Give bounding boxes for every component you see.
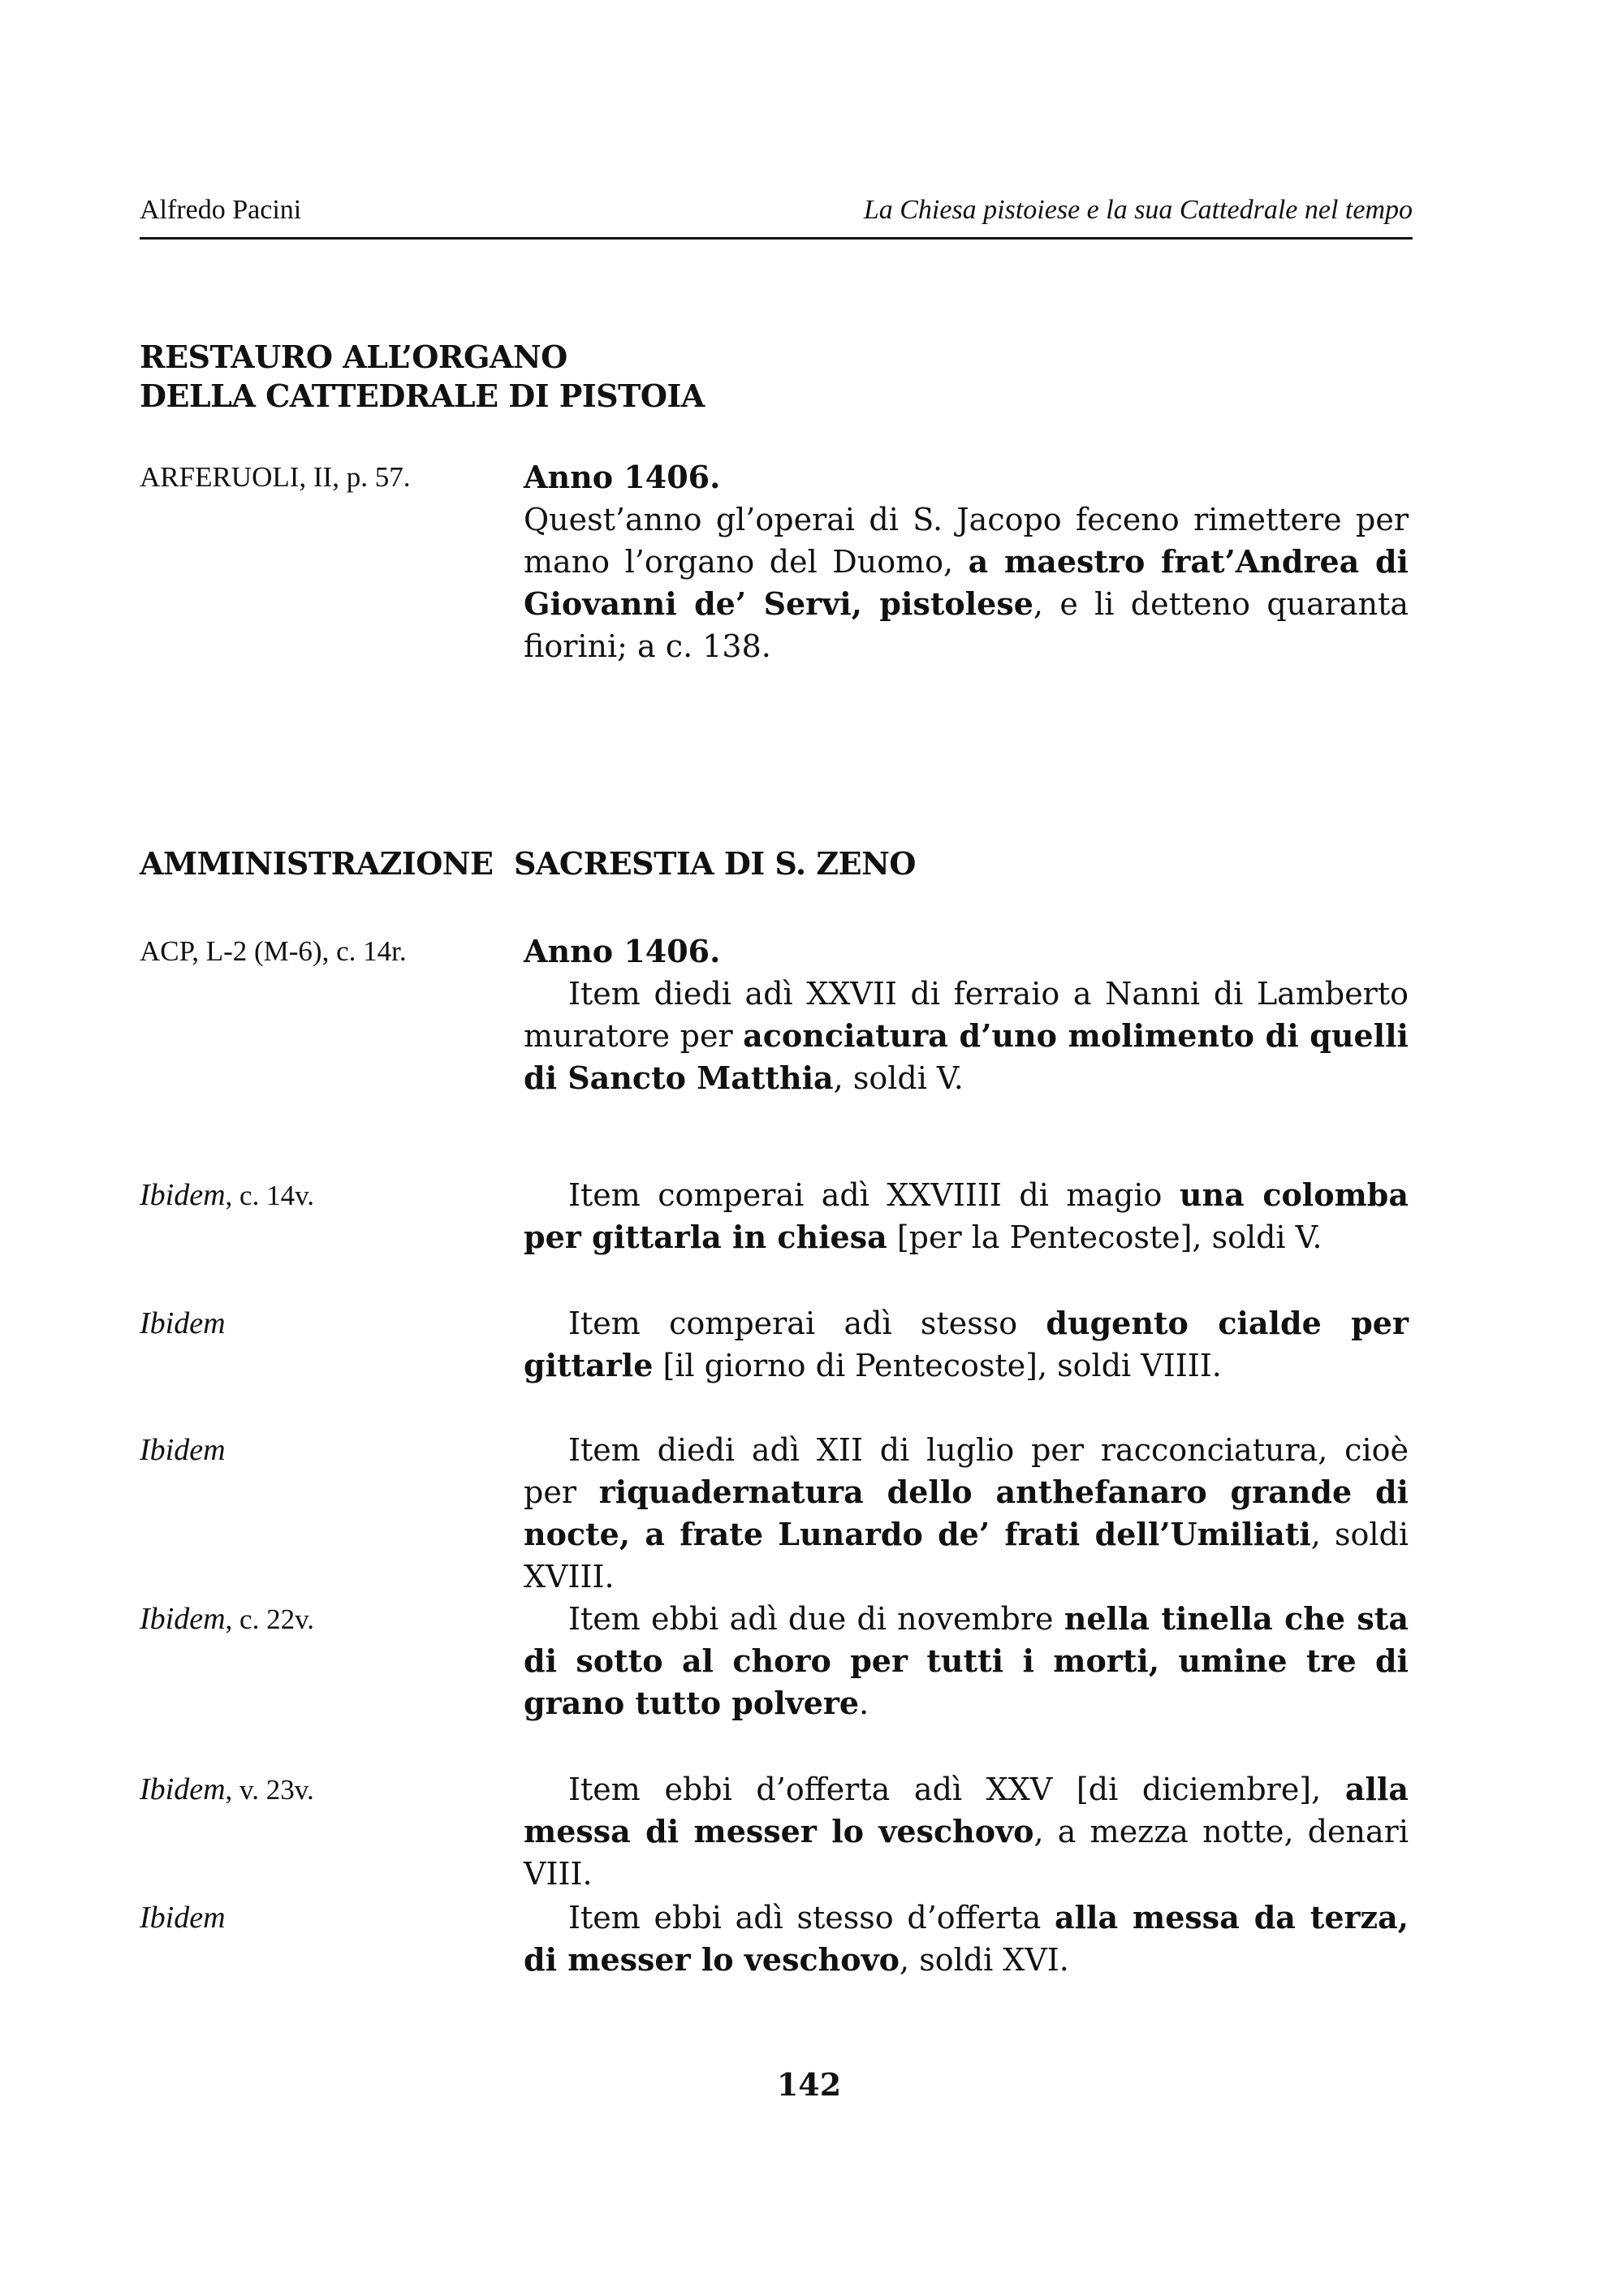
source-reference xyxy=(140,1768,314,1811)
text-segment: Item ebbi d’offerta adì XXV [di diciembre], xyxy=(568,1772,1345,1807)
entry-paragraph xyxy=(524,1174,1409,1258)
text-segment-bold: alla messa da terza, di messer lo veschovo xyxy=(524,1899,1409,1978)
entry-paragraph xyxy=(524,1302,1409,1387)
section-title-line: DELLA CATTEDRALE DI PISTOIA xyxy=(140,378,705,414)
text-segment: Item diedi adì XII di luglio per racconciatura, cioè per xyxy=(524,1432,1409,1510)
text-segment: . xyxy=(859,1685,869,1721)
source-reference xyxy=(140,1598,314,1641)
page-number: 142 xyxy=(776,2066,842,2103)
entry-paragraph xyxy=(524,1768,1409,1895)
text-segment: , soldi XVI. xyxy=(900,1942,1069,1978)
text-segment: Item ebbi adì stesso d’offerta xyxy=(568,1900,1055,1936)
text-segment-bold: dugento cialde per gittarle xyxy=(524,1305,1409,1383)
text-segment: Item comperai adì XXVIIII di magio xyxy=(568,1177,1180,1213)
ibidem-label: Ibidem xyxy=(140,1306,226,1340)
entry-paragraph xyxy=(524,498,1409,667)
text-segment: [per la Pentecoste], soldi V. xyxy=(887,1219,1322,1255)
text-segment: , soldi V. xyxy=(833,1060,964,1096)
section-title-restauro xyxy=(140,338,705,416)
header-rule xyxy=(140,237,1413,240)
entry-year: Anno 1406. xyxy=(524,459,721,495)
source-reference xyxy=(140,1897,226,1940)
source-reference: ACP, L-2 (M-6), c. 14r. xyxy=(140,935,407,967)
ibidem-label: Ibidem xyxy=(140,1602,226,1636)
entry-paragraph xyxy=(524,1429,1409,1598)
text-segment-bold: riquadernatura dello anthefanaro grande di nocte, a frate Lunardo de’ frati dell’Umiliati xyxy=(524,1474,1409,1552)
entry-paragraph xyxy=(524,973,1409,1099)
source-reference xyxy=(140,1174,314,1217)
text-segment-bold: a maestro frat’Andrea di Giovanni de’ Servi, pistolese xyxy=(524,543,1409,622)
entry-text xyxy=(524,456,1409,667)
entry-text xyxy=(524,1302,1409,1387)
folio-label: , v. 23v. xyxy=(225,1774,314,1806)
running-head-author: Alfredo Pacini xyxy=(140,195,302,225)
text-segment: Item comperai adì stesso xyxy=(568,1306,1046,1341)
entry-paragraph xyxy=(524,1598,1409,1724)
text-segment: [il giorno di Pentecoste], soldi VIIII. xyxy=(653,1348,1222,1383)
text-segment-bold: una colomba per gittarla in chiesa xyxy=(524,1176,1409,1255)
ibidem-label: Ibidem xyxy=(140,1901,226,1935)
entry-text xyxy=(524,1174,1409,1258)
text-segment: , soldi XVIII. xyxy=(524,1517,1409,1595)
ibidem-label: Ibidem xyxy=(140,1433,226,1467)
text-segment-bold: aconciatura d’uno molimento di quelli di Sancto Matthia xyxy=(524,1017,1409,1096)
entry-text xyxy=(524,930,1409,1099)
text-segment: , a mezza notte, denari VIII. xyxy=(524,1814,1409,1892)
entry-text xyxy=(524,1897,1409,1981)
text-segment-bold: alla messa di messer lo veschovo xyxy=(524,1771,1409,1849)
folio-label: , c. 14v. xyxy=(225,1180,315,1211)
source-reference xyxy=(140,1302,226,1345)
ibidem-label: Ibidem xyxy=(140,1178,226,1212)
text-segment-bold: nella tinella che sta di sotto al choro per tutti i morti, umine tre di grano tutto polvere xyxy=(524,1600,1409,1721)
text-segment: , e li detteno quaranta fiorini; a c. 138. xyxy=(524,586,1409,664)
entry-text xyxy=(524,1598,1409,1724)
ibidem-label: Ibidem xyxy=(140,1772,226,1806)
running-head xyxy=(140,195,1413,235)
entry-year: Anno 1406. xyxy=(524,933,721,969)
text-segment: Item ebbi adì due di novembre xyxy=(568,1601,1064,1637)
text-segment: Item diedi adì XXVII di ferraio a Nanni di Lamberto muratore per xyxy=(524,976,1409,1054)
section-title-amministrazione xyxy=(140,844,916,883)
source-reference: ARFERUOLI, II, p. 57. xyxy=(140,461,411,493)
entry-text xyxy=(524,1429,1409,1598)
text-segment: Quest’anno gl’operai di S. Jacopo feceno rimettere per mano l’organo del Duomo, xyxy=(524,502,1409,580)
section-title-line: RESTAURO ALL’ORGANO xyxy=(140,339,567,375)
entry-text xyxy=(524,1768,1409,1895)
source-reference xyxy=(140,1429,226,1472)
entry-paragraph xyxy=(524,1897,1409,1981)
section-title-line: AMMINISTRAZIONE SACRESTIA DI S. ZENO xyxy=(140,845,916,882)
folio-label: , c. 22v. xyxy=(225,1603,315,1635)
running-head-book-title: La Chiesa pistoiese e la sua Cattedrale nel tempo xyxy=(863,195,1413,225)
